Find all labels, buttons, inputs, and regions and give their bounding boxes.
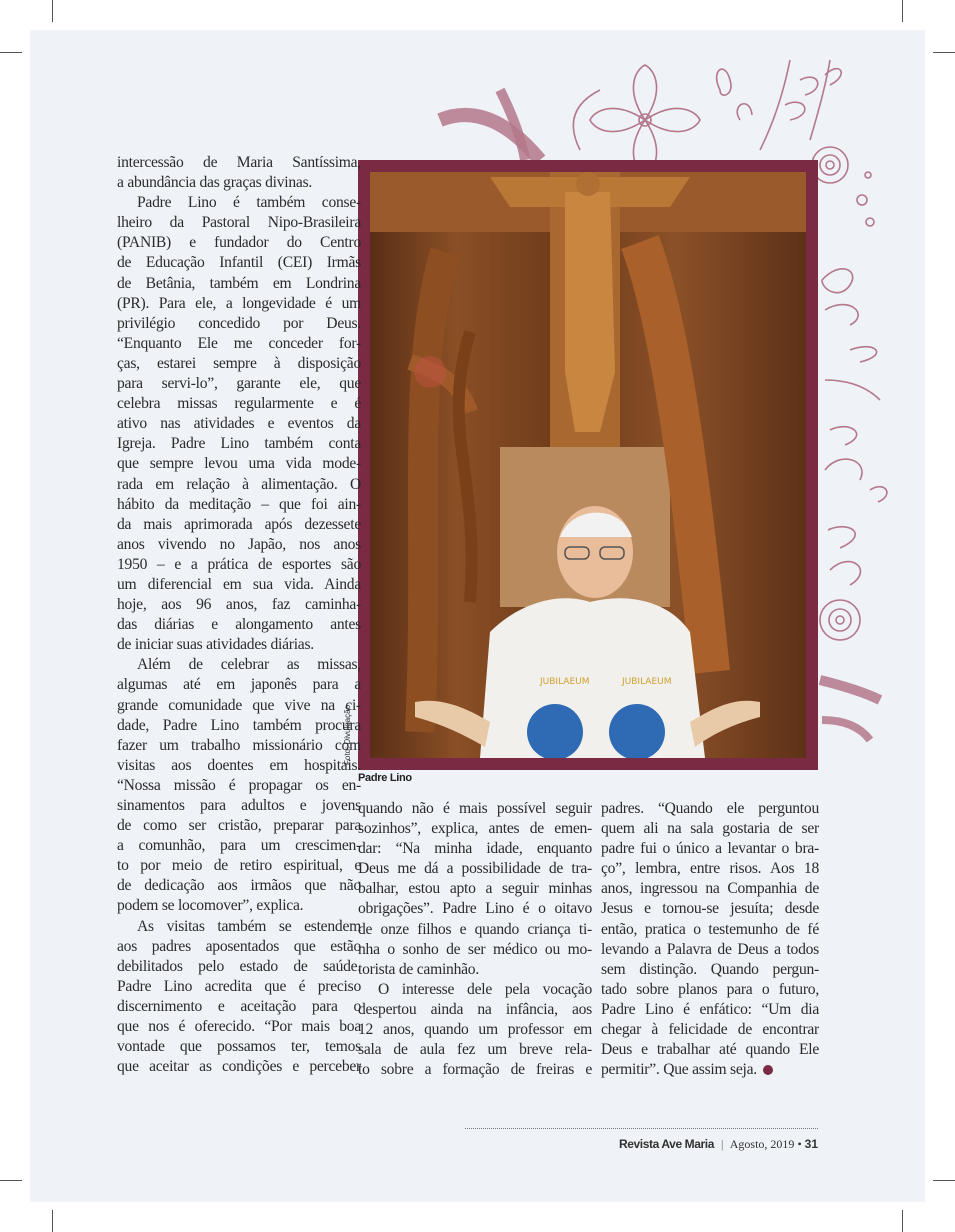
text-line: sozinhos”, explica, antes de emen- — [358, 820, 592, 838]
text-line: podem se locomover”, explica. — [117, 897, 304, 915]
crop-mark — [933, 52, 955, 53]
magazine-name: Revista Ave Maria — [618, 1137, 715, 1151]
text-line: sala de aula fez um breve rela- — [358, 1041, 592, 1059]
text-line: de Betânia, também em Londrina — [117, 274, 361, 292]
text-line: a abundância das graças divinas. — [117, 174, 313, 192]
text-line: nha o sonho de ser médico ou mo- — [358, 940, 592, 958]
page-number: 31 — [804, 1137, 818, 1151]
text-line: dar: “Na minha idade, enquanto — [358, 840, 592, 858]
text-line: intercessão de Maria Santíssima, — [117, 154, 361, 171]
text-line: quem ali na sala gostaria de ser — [601, 820, 819, 838]
stole-text: JUBILAEUM — [622, 677, 672, 687]
text-line: hábito da meditação – que foi ain- — [117, 495, 361, 513]
text-line: balhar, estou apto a seguir minhas — [358, 880, 592, 898]
text-line: da mais aprimorada após dezessete — [117, 515, 361, 533]
text-line: de onze filhos e quando criança ti- — [358, 920, 592, 938]
text-line: debilitados pelo estado de saúde. — [117, 957, 361, 975]
text-line: ço”, lembra, entre risos. Aos 18 — [601, 860, 819, 878]
text-line: Padre Lino acredita que é preciso — [117, 977, 361, 995]
text-line: discernimento e aceitação para o — [117, 997, 361, 1015]
text-line: to sobre a formação de freiras e — [358, 1061, 592, 1079]
text-line: então, pratica o testemunho de fé — [601, 920, 819, 938]
photo-frame — [358, 160, 818, 770]
footer-separator: | — [721, 1137, 724, 1151]
text-line: obrigações”. Padre Lino é o oitavo — [358, 900, 592, 918]
text-line: “Nossa missão é propagar os en- — [117, 776, 361, 794]
text-line: O interesse dele pela vocação — [378, 980, 592, 998]
text-line: Igreja. Padre Lino também conta — [117, 435, 361, 453]
crop-mark — [52, 0, 53, 22]
text-line: quando não é mais possível seguir — [358, 800, 592, 817]
text-line: (PANIB) e fundador do Centro — [117, 234, 361, 252]
text-line: 1950 – e a prática de esportes são — [117, 555, 361, 573]
photo-caption: Padre Lino — [358, 772, 412, 784]
text-line: a comunhão, para um crescimen- — [117, 837, 361, 855]
text-line: chegar à felicidade de encontrar — [601, 1021, 819, 1039]
text-line: um diferencial em sua vida. Ainda — [117, 575, 361, 593]
text-line: to por meio de retiro espiritual, e — [117, 857, 361, 875]
photo-illustration — [370, 172, 806, 758]
crop-mark — [52, 1210, 53, 1232]
text-line: algumas até em japonês para a — [117, 676, 361, 694]
crop-mark — [902, 1210, 903, 1232]
text-line: de como ser cristão, preparar para — [117, 817, 361, 835]
text-line: de Educação Infantil (CEI) Irmãs — [117, 254, 361, 272]
text-line: fazer um trabalho missionário com — [117, 736, 361, 754]
text-line: tado sobre planos para o futuro, — [601, 980, 819, 998]
crop-mark — [933, 1180, 955, 1181]
text-line: “Enquanto Ele me conceder for- — [117, 334, 361, 352]
text-line: sem distinção. Quando pergun- — [601, 960, 819, 978]
text-line: para servi-lo”, garante ele, que — [117, 375, 361, 393]
text-line: anos, ingressou na Companhia de — [601, 880, 819, 898]
text-line: que sempre levou uma vida mode- — [117, 455, 361, 473]
text-line: de dedicação aos irmãos que não — [117, 877, 361, 895]
text-line: levando a Palavra de Deus a todos — [601, 940, 819, 958]
crop-mark — [902, 0, 903, 22]
text-column-3 — [601, 799, 819, 1080]
text-line: ativo nas atividades e eventos da — [117, 415, 361, 433]
text-line: rada em relação à alimentação. O — [117, 475, 361, 493]
text-line: ças, estarei sempre à disposição — [117, 354, 361, 372]
text-line: Além de celebrar as missas, — [137, 656, 361, 674]
text-line: que nos é oferecido. “Por mais boa — [117, 1018, 361, 1036]
photo-padre-lino — [370, 172, 806, 758]
text-line: sinamentos para adultos e jovens — [117, 797, 361, 814]
text-line: que aceitar as condições e perceber — [117, 1058, 361, 1076]
issue-date: Agosto, 2019 — [729, 1137, 795, 1151]
text-line: de iniciar suas atividades diárias. — [117, 636, 314, 654]
text-line: Jesus e tornou-se jesuíta; desde — [601, 900, 819, 918]
text-line: das diárias e alongamento antes — [117, 616, 361, 634]
text-line: privilégio concedido por Deus. — [117, 314, 361, 332]
text-line: Deus e trabalhar até quando Ele — [601, 1041, 819, 1059]
text-line: celebra missas regularmente e é — [117, 395, 361, 413]
text-line: Deus me dá a possibilidade de tra- — [358, 860, 592, 878]
text-line: As visitas também se estendem — [137, 917, 361, 935]
crop-mark — [0, 52, 22, 53]
text-line: (PR). Para ele, a longevidade é um — [117, 294, 361, 312]
text-line: padre fui o único a levantar o bra- — [601, 840, 819, 858]
text-line: 12 anos, quando um professor em — [358, 1021, 592, 1039]
text-column-2 — [358, 799, 592, 1080]
stole-text: JUBILAEUM — [540, 677, 590, 687]
text-line: visitas aos doentes em hospitais. — [117, 756, 361, 774]
text-line: grande comunidade que vive na ci- — [117, 696, 361, 714]
footer-bullet: • — [797, 1137, 802, 1151]
text-line: dade, Padre Lino também procura — [117, 716, 361, 734]
text-line: torista de caminhão. — [358, 960, 480, 978]
text-line: Padre Lino é enfático: “Um dia — [601, 1000, 819, 1018]
text-line: padres. “Quando ele perguntou — [601, 800, 819, 817]
text-line: vontade que possamos ter, temos — [117, 1038, 361, 1056]
crop-mark — [0, 1180, 22, 1181]
photo-credit: Foto: Divulgação — [343, 704, 352, 765]
text-line: aos padres aposentados que estão — [117, 937, 361, 955]
text-line: anos vivendo no Japão, nos anos — [117, 535, 361, 553]
text-column-1 — [117, 153, 361, 1077]
text-line: despertou ainda na infância, aos — [358, 1000, 592, 1018]
text-line: hoje, aos 96 anos, faz caminha- — [117, 596, 361, 614]
page-footer — [619, 1137, 818, 1152]
text-line: Padre Lino é também conse- — [137, 194, 361, 212]
footer-divider — [465, 1128, 818, 1129]
text-line: permitir”. Que assim seja. — [601, 1060, 819, 1080]
end-of-article-dot — [763, 1065, 773, 1075]
text-line: lheiro da Pastoral Nipo-Brasileira — [117, 214, 361, 232]
